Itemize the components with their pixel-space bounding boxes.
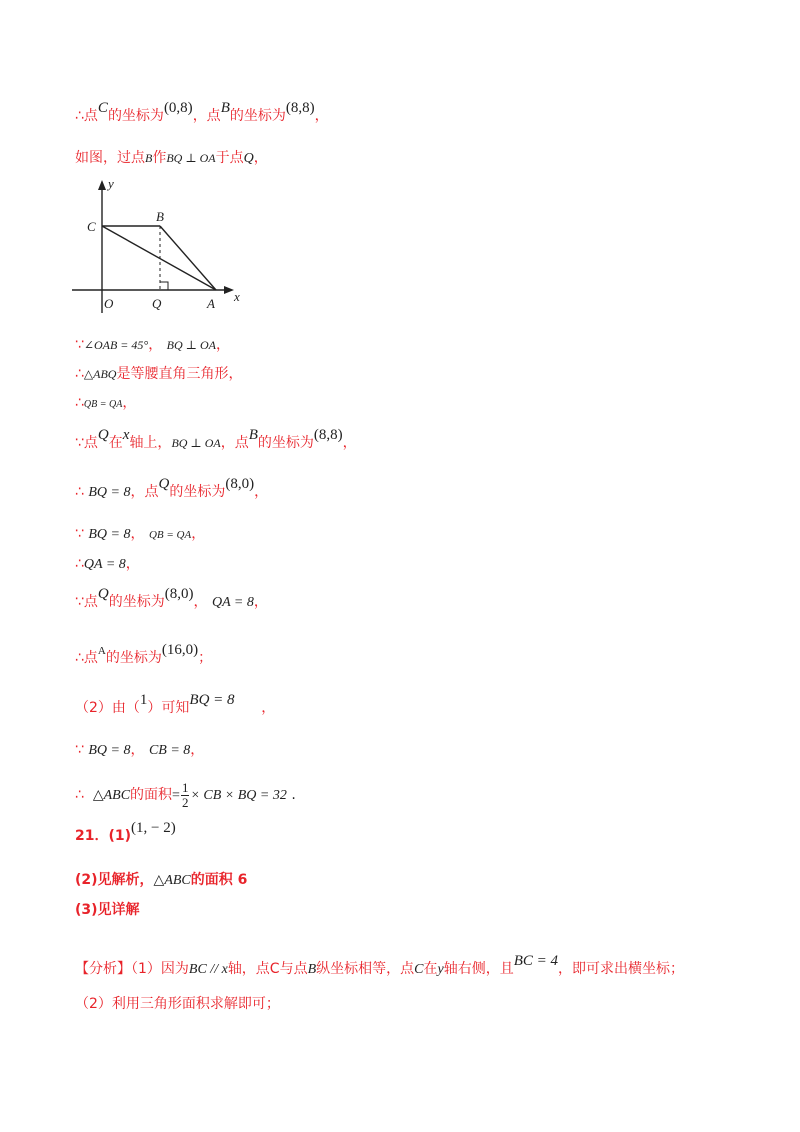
line-part2: （2）由（1）可知BQ = 8 ， [75, 692, 276, 716]
geometry-figure [60, 168, 260, 318]
label-o: O [104, 296, 114, 311]
line-q-on-x: ∵点Q在x轴上，BQ ⊥ OA，点B的坐标为(8,8)， [75, 427, 357, 451]
label-q: Q [152, 296, 162, 311]
segment-ba [160, 226, 216, 290]
y-axis-arrow [98, 180, 106, 190]
fraction-half: $\frac{1}{2}$ [181, 779, 189, 810]
line-coords-cb: ∴点C的坐标为(0,8)，点B的坐标为(8,8)， [75, 100, 329, 124]
label-c: C [87, 219, 96, 234]
segment-ca [102, 226, 216, 290]
label-x: x [234, 289, 240, 304]
right-angle-mark [160, 282, 168, 290]
line-bq-qb: ∵ BQ = 8， QB = QA， [75, 526, 206, 542]
line-bq-cb: ∵ BQ = 8， CB = 8， [75, 742, 205, 758]
line-qb-qa: ∴QB = QA， [75, 395, 137, 411]
line-isosceles: ∴△ABQ是等腰直角三角形， [75, 366, 243, 382]
line-q21-3: (3)见详解 [75, 902, 140, 918]
line-a-coords: ∴点$^A$的坐标为(16,0)； [75, 642, 213, 666]
line-q21-1: 21．(1)(1, − 2) [75, 820, 176, 844]
line-angle-45: ∵∠OAB = 45°， BQ ⊥ OA， [75, 337, 230, 353]
line-qa-8: ∴QA = 8， [75, 556, 140, 572]
line-draw-bq: 如图，过点B作BQ ⊥ OA于点Q， [75, 150, 268, 166]
line-area: ∴ △ABC的面积= $\frac{1}{2}$ × CB × BQ = 32 . [75, 779, 296, 810]
label-y: y [108, 176, 114, 191]
x-axis-arrow [224, 286, 234, 294]
label-a: A [207, 296, 215, 311]
line-analysis-1: 【分析】（1）因为BC // x轴，点C与点B纵坐标相等，点C在y轴右侧，且BC = 4，即可求出横坐标； [75, 953, 685, 977]
line-q-coords: ∵点Q的坐标为(8,0)， QA = 8， [75, 586, 268, 610]
line-q21-2: (2)见解析，△ABC的面积 6 [75, 872, 248, 888]
label-b: B [156, 209, 164, 224]
line-analysis-2: （2）利用三角形面积求解即可； [75, 996, 280, 1012]
line-bq-8: ∴ BQ = 8，点Q的坐标为(8,0)， [75, 476, 269, 500]
